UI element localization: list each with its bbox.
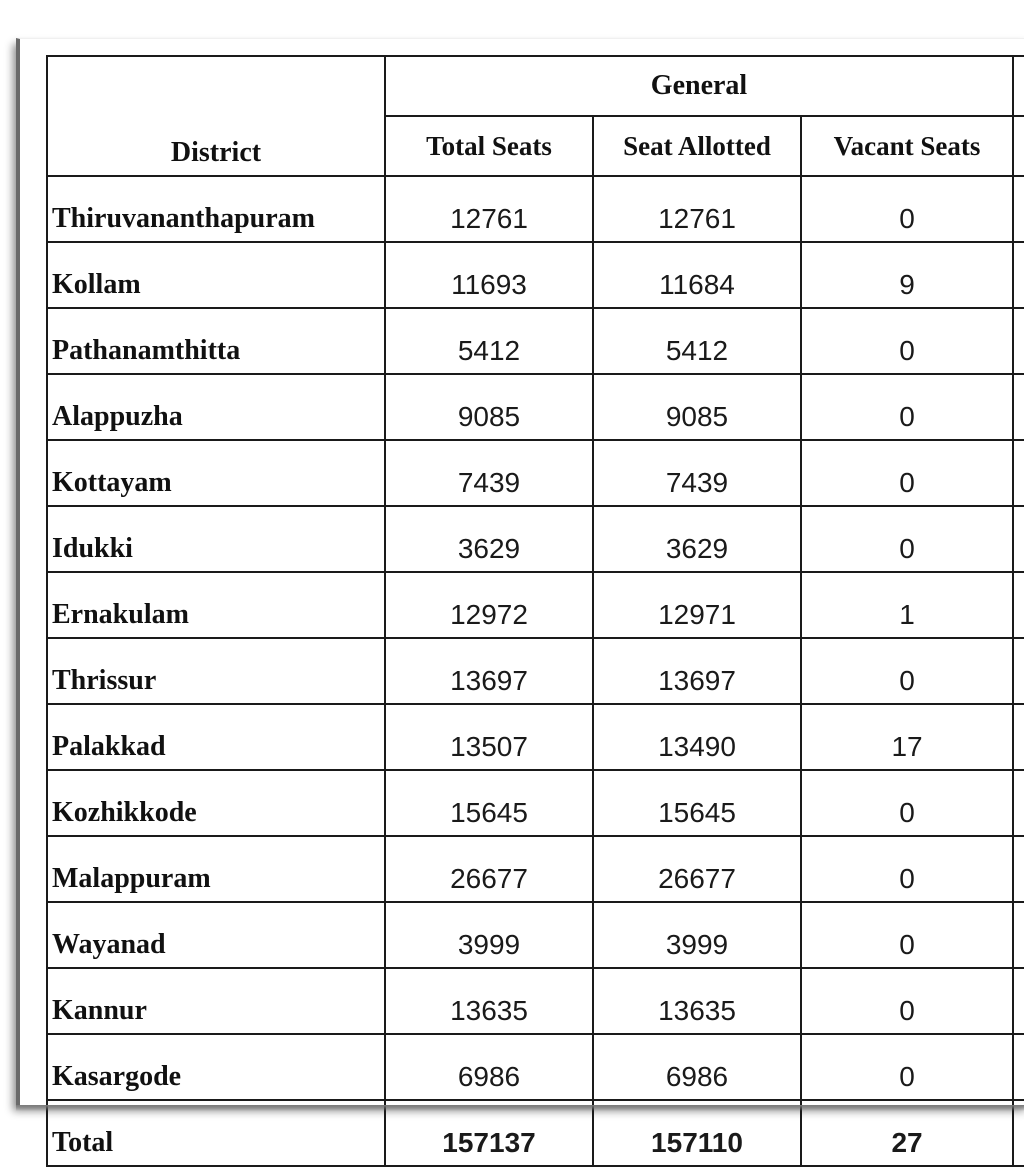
table-row: [47, 308, 1024, 374]
vacant-seats: 0: [801, 440, 1013, 506]
table-row: [47, 968, 1024, 1034]
seat-allotted: 26677: [593, 836, 801, 902]
vacant-seats: 17: [801, 704, 1013, 770]
district-name: Pathanamthitta: [47, 308, 385, 374]
table-row: [47, 176, 1024, 242]
total-seats: 3999: [385, 902, 593, 968]
total-seats: 13635: [385, 968, 593, 1034]
district-name: Kottayam: [47, 440, 385, 506]
header-row-group: [47, 56, 1024, 116]
table-row: [47, 902, 1024, 968]
vacant-seats: 0: [801, 638, 1013, 704]
seat-allotted: 9085: [593, 374, 801, 440]
district-name: Kannur: [47, 968, 385, 1034]
seat-allotted: 13697: [593, 638, 801, 704]
total-seats: 12972: [385, 572, 593, 638]
total-seats: 3629: [385, 506, 593, 572]
district-name: Malappuram: [47, 836, 385, 902]
total-seat-allotted: 157110: [593, 1100, 801, 1166]
header-district: District: [47, 56, 385, 176]
district-name: Palakkad: [47, 704, 385, 770]
total-total-seats: 157137: [385, 1100, 593, 1166]
table-row: [47, 1034, 1024, 1100]
total-label: Total: [47, 1100, 385, 1166]
seat-allotted: 13635: [593, 968, 801, 1034]
table-row: [47, 506, 1024, 572]
seat-allotted: 15645: [593, 770, 801, 836]
total-seats: 9085: [385, 374, 593, 440]
header-general-group: General: [385, 56, 1013, 116]
seat-allotted: 5412: [593, 308, 801, 374]
vacant-seats: 0: [801, 1034, 1013, 1100]
district-name: Alappuzha: [47, 374, 385, 440]
table-row: [47, 242, 1024, 308]
document-page: [16, 38, 1024, 1158]
vacant-seats: 1: [801, 572, 1013, 638]
vacant-seats: 0: [801, 968, 1013, 1034]
vacant-seats: 0: [801, 506, 1013, 572]
table-row: [47, 836, 1024, 902]
table-row: [47, 440, 1024, 506]
seat-allotted: 7439: [593, 440, 801, 506]
district-name: Kasargode: [47, 1034, 385, 1100]
vacant-seats: 0: [801, 374, 1013, 440]
seat-allotted: 13490: [593, 704, 801, 770]
header-vacant-seats: Vacant Seats: [801, 116, 1013, 176]
seat-allotted: 12761: [593, 176, 801, 242]
table-row: [47, 374, 1024, 440]
table-row: [47, 770, 1024, 836]
district-name: Thrissur: [47, 638, 385, 704]
vacant-seats: 0: [801, 902, 1013, 968]
vacant-seats: 9: [801, 242, 1013, 308]
seat-allotted: 6986: [593, 1034, 801, 1100]
table-row: [47, 638, 1024, 704]
header-cut-off: [1013, 116, 1024, 176]
district-name: Wayanad: [47, 902, 385, 968]
total-seats: 26677: [385, 836, 593, 902]
total-seats: 5412: [385, 308, 593, 374]
seat-allotted: 11684: [593, 242, 801, 308]
total-vacant-seats: 27: [801, 1100, 1013, 1166]
vacant-seats: 0: [801, 770, 1013, 836]
district-name: Thiruvananthapuram: [47, 176, 385, 242]
district-name: Ernakulam: [47, 572, 385, 638]
seat-allotment-table: [46, 55, 1024, 1167]
vacant-seats: 0: [801, 836, 1013, 902]
header-cut-off: [1013, 56, 1024, 116]
vacant-seats: 0: [801, 308, 1013, 374]
district-name: Kollam: [47, 242, 385, 308]
total-seats: 13697: [385, 638, 593, 704]
total-row: [47, 1100, 1024, 1166]
header-seat-allotted: Seat Allotted: [593, 116, 801, 176]
total-seats: 15645: [385, 770, 593, 836]
seat-allotted: 12971: [593, 572, 801, 638]
header-total-seats: Total Seats: [385, 116, 593, 176]
district-name: Idukki: [47, 506, 385, 572]
total-seats: 12761: [385, 176, 593, 242]
seat-allotted: 3999: [593, 902, 801, 968]
total-seats: 13507: [385, 704, 593, 770]
total-seats: 11693: [385, 242, 593, 308]
total-seats: 7439: [385, 440, 593, 506]
table-row: [47, 704, 1024, 770]
table-row: [47, 572, 1024, 638]
seat-allotted: 3629: [593, 506, 801, 572]
district-name: Kozhikkode: [47, 770, 385, 836]
vacant-seats: 0: [801, 176, 1013, 242]
total-seats: 6986: [385, 1034, 593, 1100]
